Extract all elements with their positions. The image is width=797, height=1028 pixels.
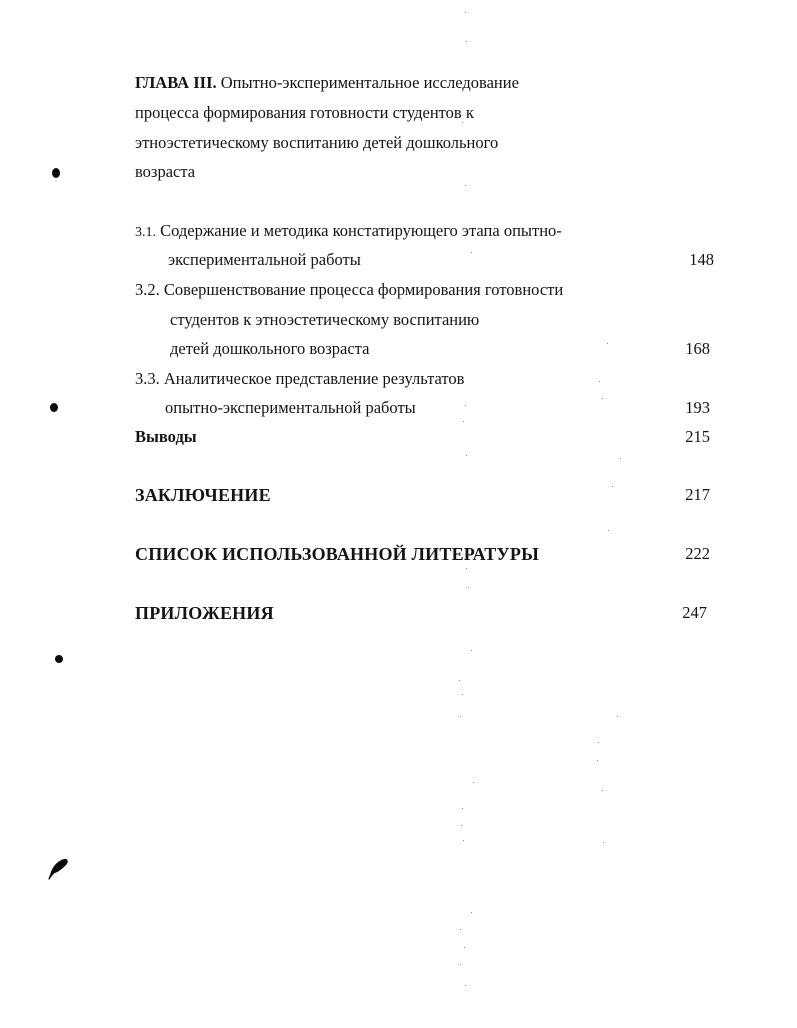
- chapter-title-line: возраста: [135, 162, 196, 181]
- page-number: 247: [682, 603, 707, 622]
- conclusion-heading: ЗАКЛЮЧЕНИЕ: [135, 485, 271, 505]
- scan-mark: [55, 655, 63, 663]
- section-title-line: студентов к этноэстетическому воспитанию: [170, 310, 480, 329]
- conclusions-label: Выводы: [135, 427, 197, 446]
- scan-mark: [50, 403, 58, 412]
- section-title-line: Совершенствование процесса формирования готовности: [163, 280, 564, 299]
- section-number: 3.3.: [135, 369, 160, 388]
- chapter-label: ГЛАВА III.: [135, 73, 217, 92]
- chapter-title-line: Опытно-экспериментальное исследование: [220, 73, 519, 92]
- section-number: 3.1.: [135, 225, 156, 240]
- section-title-line: Содержание и методика констатирующего этапа опытно-: [160, 221, 562, 240]
- page-number: 215: [685, 427, 710, 446]
- section-title-line: детей дошкольного возраста: [170, 339, 370, 358]
- section-title-line: экспериментальной работы: [168, 250, 361, 269]
- bibliography-heading: СПИСОК ИСПОЛЬЗОВАННОЙ ЛИТЕРАТУРЫ: [135, 544, 539, 564]
- section-title-line: Аналитическое представление результатов: [163, 369, 465, 388]
- page-number: 168: [685, 339, 710, 358]
- ink-blot-mark: [44, 855, 72, 881]
- page-number: 148: [689, 250, 714, 269]
- chapter-heading-line-1: [135, 73, 519, 93]
- page-number: 222: [685, 544, 710, 563]
- page-number: 217: [685, 485, 710, 504]
- toc-entry-3-2: [135, 280, 563, 300]
- scan-mark: [52, 168, 60, 178]
- toc-entry-3-3: [135, 369, 464, 389]
- chapter-title-line: процесса формирования готовности студентов к: [135, 103, 474, 122]
- appendices-heading: ПРИЛОЖЕНИЯ: [135, 603, 274, 623]
- toc-entry-3-1: [135, 221, 562, 243]
- page-number: 193: [685, 398, 710, 417]
- chapter-title-line: этноэстетическому воспитанию детей дошкольного: [135, 133, 499, 152]
- section-number: 3.2.: [135, 280, 160, 299]
- section-title-line: опытно-экспериментальной работы: [165, 398, 416, 417]
